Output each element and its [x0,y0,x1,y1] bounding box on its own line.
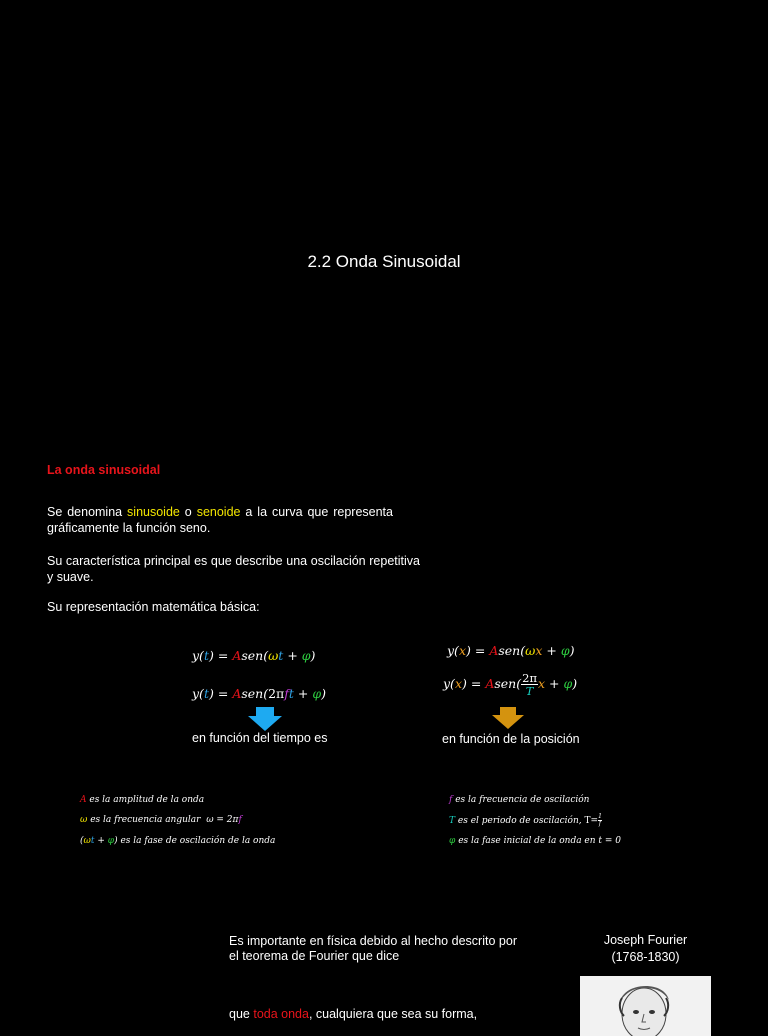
note-period: T es el periodo de oscilación, T= $\frac{1}{f}$ [449,813,602,827]
equation-time-1: y(t) = Asen(ωt + φ) [192,648,316,663]
equation-time-2: y(t) = Asen(2πft + φ) [192,686,327,701]
note-frequency: f es la frecuencia de oscilación [449,795,590,805]
intro-paragraph-1: Se denomina sinusoide o senoide a la curva que representa gráficamente la función seno. [47,505,393,535]
note-amplitude: A es la amplitud de la onda [80,795,205,805]
arrow-down-icon [492,707,524,729]
note-angular-frequency: ω es la frecuencia angular ω = 2πf [80,815,242,825]
term-sinusoide: sinusoide [127,505,180,519]
caption-time: en función del tiempo es [192,731,328,745]
section-heading: La onda sinusoidal [47,463,161,477]
fourier-paragraph: Es importante en física debido al hecho descrito por el teorema de Fourier que dice [229,934,517,963]
slide-title: 2.2 Onda Sinusoidal [307,252,461,271]
caption-position: en función de la posición [442,732,580,746]
equation-position-2: y(x) = Asen( $\frac{2\pi}{T}$ x + φ) [443,671,578,698]
fourier-portrait [580,976,711,1036]
arrow-down-icon [248,707,282,731]
intro-paragraph-2: Su característica principal es que describe una oscilación repetitiva y suave. [47,554,420,584]
note-phase: (ωt + φ) es la fase de oscilación de la onda [80,836,276,846]
portrait-caption: Joseph Fourier (1768-1830) [603,933,688,964]
fourier-continuation: que toda onda, cualquiera que sea su forma, [229,1007,478,1021]
equation-position-1: y(x) = Asen(ωx + φ) [447,643,575,658]
note-initial-phase: φ es la fase inicial de la onda en t = 0 [449,836,622,846]
term-senoide: senoide [196,505,241,519]
intro-paragraph-3: Su representación matemática básica: [47,600,260,614]
portrait-icon [580,976,711,1036]
